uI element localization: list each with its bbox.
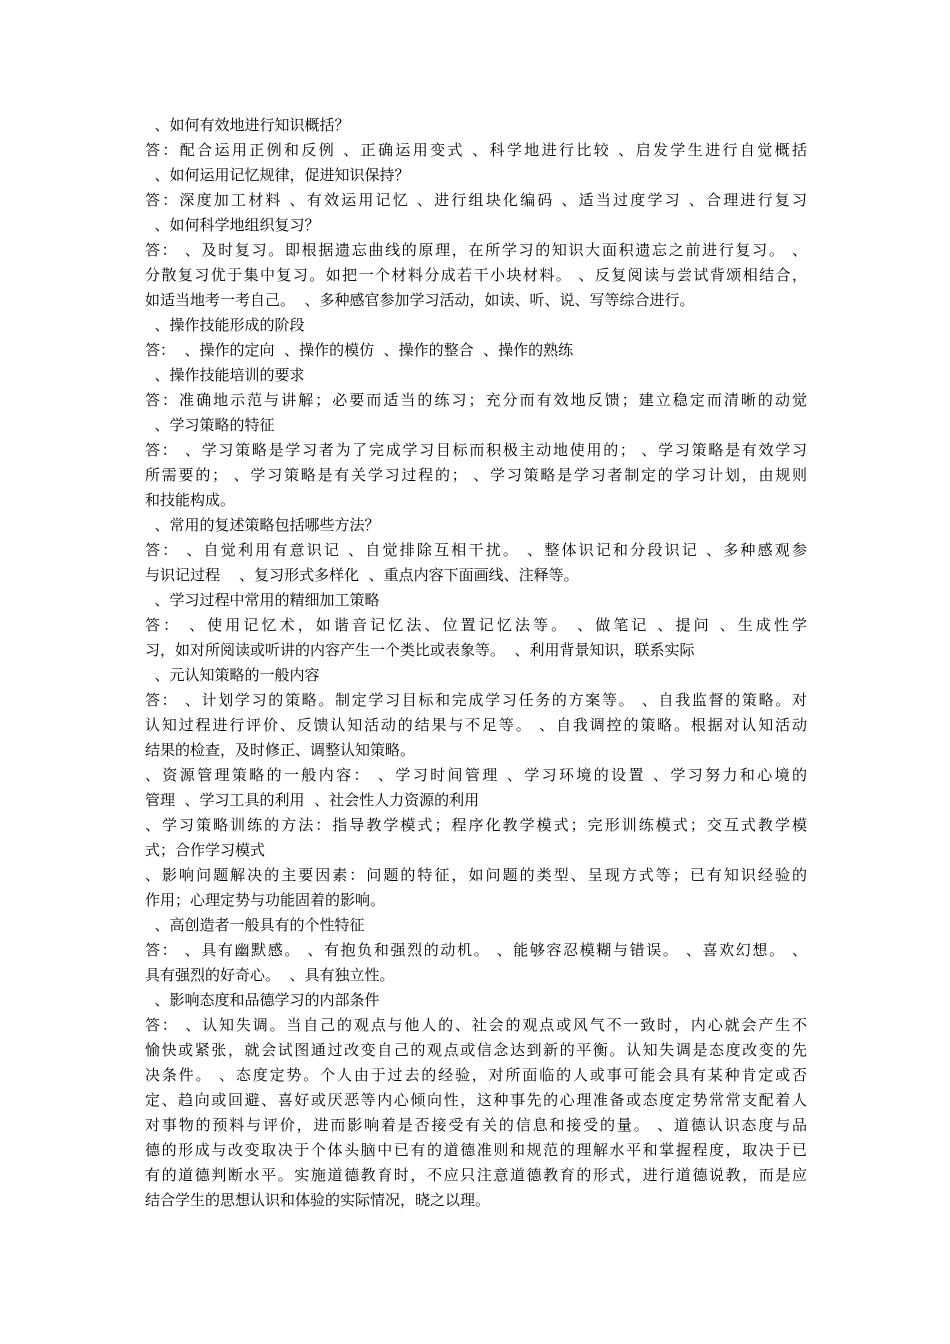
text-line: 所需要的； 、学习策略是有关学习过程的； 、学习策略是学习者制定的学习计划，由规则 bbox=[145, 466, 807, 484]
text-line: 与识记过程 、复习形式多样化 、重点内容下面画线、注释等。 bbox=[145, 566, 579, 584]
text-line: 、高创造者一般具有的个性特征 bbox=[145, 916, 365, 934]
text-line: 、学习策略的特征 bbox=[145, 416, 275, 434]
text-line: 、如何运用记忆规律，促进知识保持？ bbox=[145, 166, 410, 184]
text-line: 定、趋向或回避、喜好或厌恶等内心倾向性，这种事先的心理准备或态度定势常常支配着人 bbox=[145, 1091, 807, 1109]
text-line: 答： 、认知失调。当自己的观点与他人的、社会的观点或风气不一致时，内心就会产生不 bbox=[145, 1016, 807, 1034]
text-line: 习，如对所阅读或听讲的内容产生一个类比或表象等。 、利用背景知识，联系实际 bbox=[145, 641, 695, 659]
text-line: 决条件。 、态度定势。个人由于过去的经验，对所面临的人或事可能会具有某种肯定或否 bbox=[145, 1066, 807, 1084]
text-line: 答： 、具有幽默感。 、有抱负和强烈的动机。 、能够容忍模糊与错误。 、喜欢幻想。 、 bbox=[145, 941, 807, 959]
text-line: 分散复习优于集中复习。如把一个材料分成若干小块材料。 、反复阅读与尝试背颂相结合， bbox=[145, 266, 807, 284]
text-line: 答： 、及时复习。即根据遗忘曲线的原理，在所学习的知识大面积遗忘之前进行复习。 、 bbox=[145, 241, 807, 259]
text-line: 、学习策略训练的方法：指导教学模式；程序化教学模式；完形训练模式；交互式教学模 bbox=[145, 816, 807, 834]
text-line: 答：配合运用正例和反例 、正确运用变式 、科学地进行比较 、启发学生进行自觉概括 bbox=[145, 141, 807, 159]
text-line: 、影响问题解决的主要因素：问题的特征，如问题的类型、呈现方式等；已有知识经验的 bbox=[145, 866, 807, 884]
text-line: 如适当地考一考自己。 、多种感官参加学习活动，如读、听、说、写等综合进行。 bbox=[145, 291, 695, 309]
text-line: 答： 、计划学习的策略。制定学习目标和完成学习任务的方案等。 、自我监督的策略。对 bbox=[145, 691, 807, 709]
text-line: 答：准确地示范与讲解；必要而适当的练习；充分而有效地反馈；建立稳定而清晰的动觉 bbox=[145, 391, 807, 409]
text-line: 、操作技能培训的要求 bbox=[145, 366, 305, 384]
text-line: 、常用的复述策略包括哪些方法？ bbox=[145, 516, 380, 534]
text-line: 、资源管理策略的一般内容： 、学习时间管理 、学习环境的设置 、学习努力和心境的 bbox=[145, 766, 807, 784]
text-line: 对事物的预料与评价，进而影响着是否接受有关的信息和接受的量。 、道德认识态度与品 bbox=[145, 1116, 807, 1134]
text-line: 答： 、学习策略是学习者为了完成学习目标而积极主动地使用的； 、学习策略是有效学习 bbox=[145, 441, 807, 459]
text-line: 答：深度加工材料 、有效运用记忆 、进行组块化编码 、适当过度学习 、合理进行复习 bbox=[145, 191, 807, 209]
text-line: 作用；心理定势与功能固着的影响。 bbox=[145, 891, 386, 909]
text-line: 、如何有效地进行知识概括？ bbox=[145, 116, 350, 134]
text-line: 和技能构成。 bbox=[145, 491, 236, 509]
text-line: 答： 、自觉利用有意识记 、自觉排除互相干扰。 、整体识记和分段识记 、多种感观参 bbox=[145, 541, 807, 559]
text-line: 、元认知策略的一般内容 bbox=[145, 666, 320, 684]
text-line: 愉快或紧张，就会试图通过改变自己的观点或信念达到新的平衡。认知失调是态度改变的先 bbox=[145, 1041, 807, 1059]
text-line: 答： 、使用记忆术，如谐音记忆法、位置记忆法等。 、做笔记 、提问 、生成性学 bbox=[145, 616, 807, 634]
text-line: 答： 、操作的定向 、操作的模仿 、操作的整合 、操作的熟练 bbox=[145, 341, 574, 359]
text-line: 德的形成与改变取决于个体头脑中已有的道德准则和规范的理解水平和掌握程度，取决于已 bbox=[145, 1141, 807, 1159]
text-line: 具有强烈的好奇心。 、具有独立性。 bbox=[145, 966, 395, 984]
text-line: 式；合作学习模式 bbox=[145, 841, 266, 859]
text-line: 管理 、学习工具的利用 、社会性人力资源的利用 bbox=[145, 791, 480, 809]
text-line: 、操作技能形成的阶段 bbox=[145, 316, 305, 334]
text-line: 、如何科学地组织复习？ bbox=[145, 216, 320, 234]
text-line: 有的道德判断水平。实施道德教育时，不应只注意道德教育的形式，进行道德说教，而是应 bbox=[145, 1166, 807, 1184]
text-line: 、学习过程中常用的精细加工策略 bbox=[145, 591, 380, 609]
text-line: 结合学生的思想认识和体验的实际情况，晓之以理。 bbox=[145, 1191, 491, 1209]
text-line: 、影响态度和品德学习的内部条件 bbox=[145, 991, 380, 1009]
text-line: 认知过程进行评价、反馈认知活动的结果与不足等。 、自我调控的策略。根据对认知活动 bbox=[145, 716, 807, 734]
text-line: 结果的检查，及时修正、调整认知策略。 bbox=[145, 741, 416, 759]
document-page bbox=[145, 113, 807, 1213]
